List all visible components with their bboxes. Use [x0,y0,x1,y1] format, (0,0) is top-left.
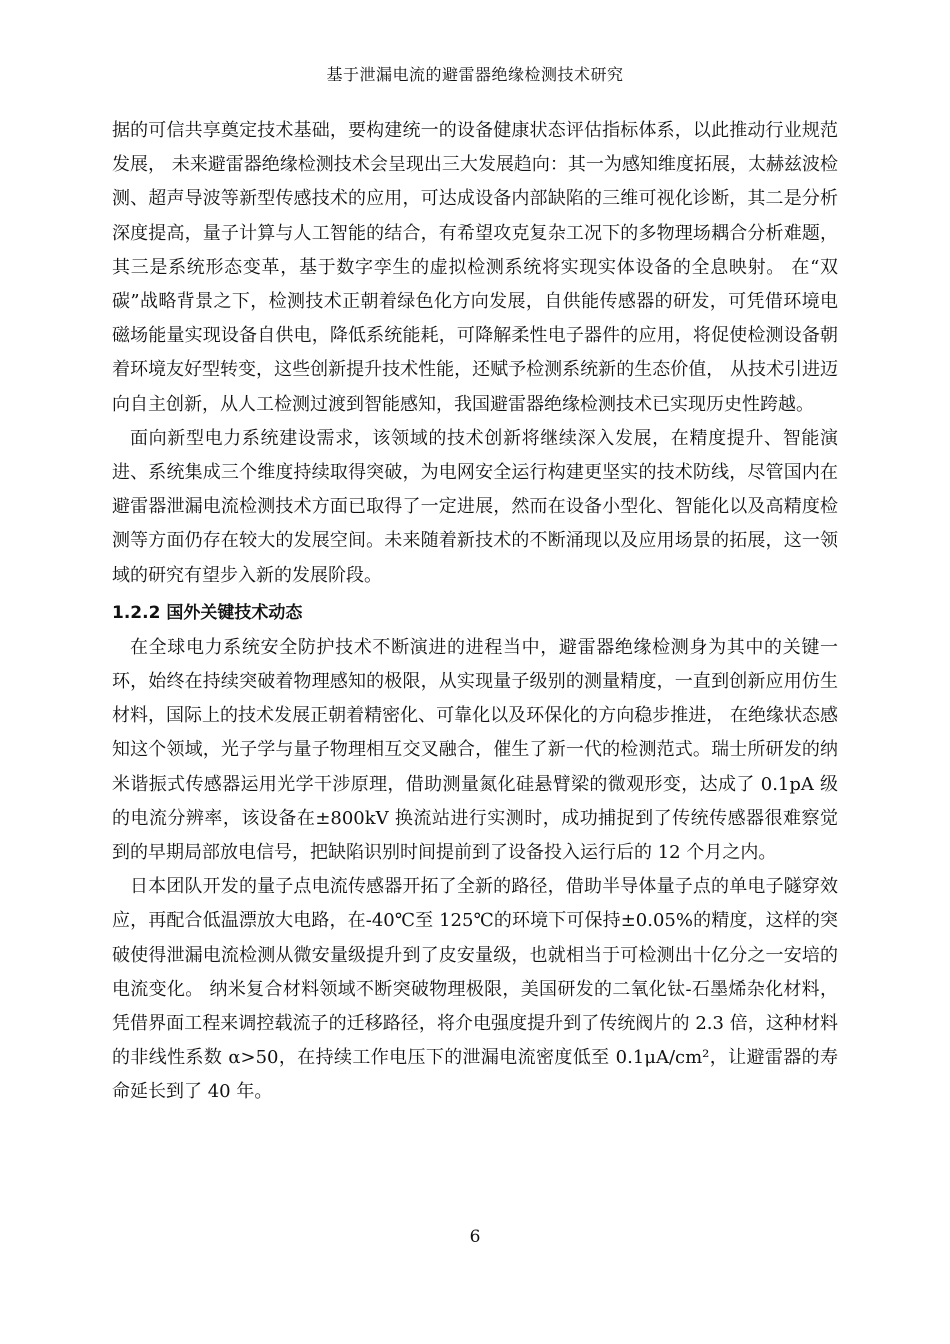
paragraph: 面向新型电力系统建设需求，该领域的技术创新将继续深入发展，在精度提升、智能演进、系统集成三个维度持续取得突破，为电网安全运行构建更坚实的技术防线，尽管国内在避雷器泄漏电流检测技术方面已取得了一定进展，然而在设备小型化、智能化以及高精度检测等方面仍存在较大的发展空间。未来随着新技术的不断涌现以及应用场景的拓展，这一领域的研究有望步入新的发展阶段。 [112,427,838,586]
paragraph-continued: 据的可信共享奠定技术基础，要构建统一的设备健康状态评估指标体系，以此推动行业规范发展， 未来避雷器绝缘检测技术会呈现出三大发展趋向：其一为感知维度拓展，太赫兹波检测、超声导波等新型传感技术的应用，可达成设备内部缺陷的三维可视化诊断，其二是分析深度提高，量子计算与人工智能的结合，有希望攻克复杂工况下的多物理场耦合分析难题，其三是系统形态变革，基于数字孪生的虚拟检测系统将实现实体设备的全息映射。 在“双碳”战略背景之下，检测技术正朝着绿色化方向发展，自供能传感器的研发，可凭借环境电磁场能量实现设备自供电，降低系统能耗，可降解柔性电子器件的应用，将促使检测设备朝着环境友好型转变，这些创新提升技术性能，还赋予检测系统新的生态价值， 从技术引进迈向自主创新，从人工检测过渡到智能感知，我国避雷器绝缘检测技术已实现历史性跨越。 [112,120,838,415]
section-heading: 1.2.2 国外关键技术动态 [112,602,303,623]
paragraph: 日本团队开发的量子点电流传感器开拓了全新的路径，借助半导体量子点的单电子隧穿效应，再配合低温漂放大电路，在-40℃至 125℃的环境下可保持±0.05%的精度，这样的突破使得泄漏电流检测从微安量级提升到了皮安量级，也就相当于可检测出十亿分之一安培的电流变化。 纳米复合材料领域不断突破物理极限，美国研发的二氧化钛-石墨烯杂化材料，凭借界面工程来调控载流子的迁移路径，将介电强度提升到了传统阀片的 2.3 倍，这种材料的非线性系数 α>50，在持续工作电压下的泄漏电流密度低至 0.1μA/cm²，让避雷器的寿命延长到了 40 年。 [112,876,838,1103]
document-body [112,114,838,1110]
page-number: 6 [469,1227,481,1247]
paragraph: 在全球电力系统安全防护技术不断演进的进程当中，避雷器绝缘检测身为其中的关键一环，始终在持续突破着物理感知的极限，从实现量子级别的测量精度，一直到创新应用仿生材料，国际上的技术发展正朝着精密化、可靠化以及环保化的方向稳步推进， 在绝缘状态感知这个领域，光子学与量子物理相互交叉融合，催生了新一代的检测范式。瑞士所研发的纳米谐振式传感器运用光学干涉原理，借助测量氮化硅悬臂梁的微观形变，达成了 0.1pA 级的电流分辨率，该设备在±800kV 换流站进行实测时，成功捕捉到了传统传感器很难察觉到的早期局部放电信号，把缺陷识别时间提前到了设备投入运行后的 12 个月之内。 [112,636,838,864]
running-header: 基于泄漏电流的避雷器绝缘检测技术研究 [326,65,624,84]
